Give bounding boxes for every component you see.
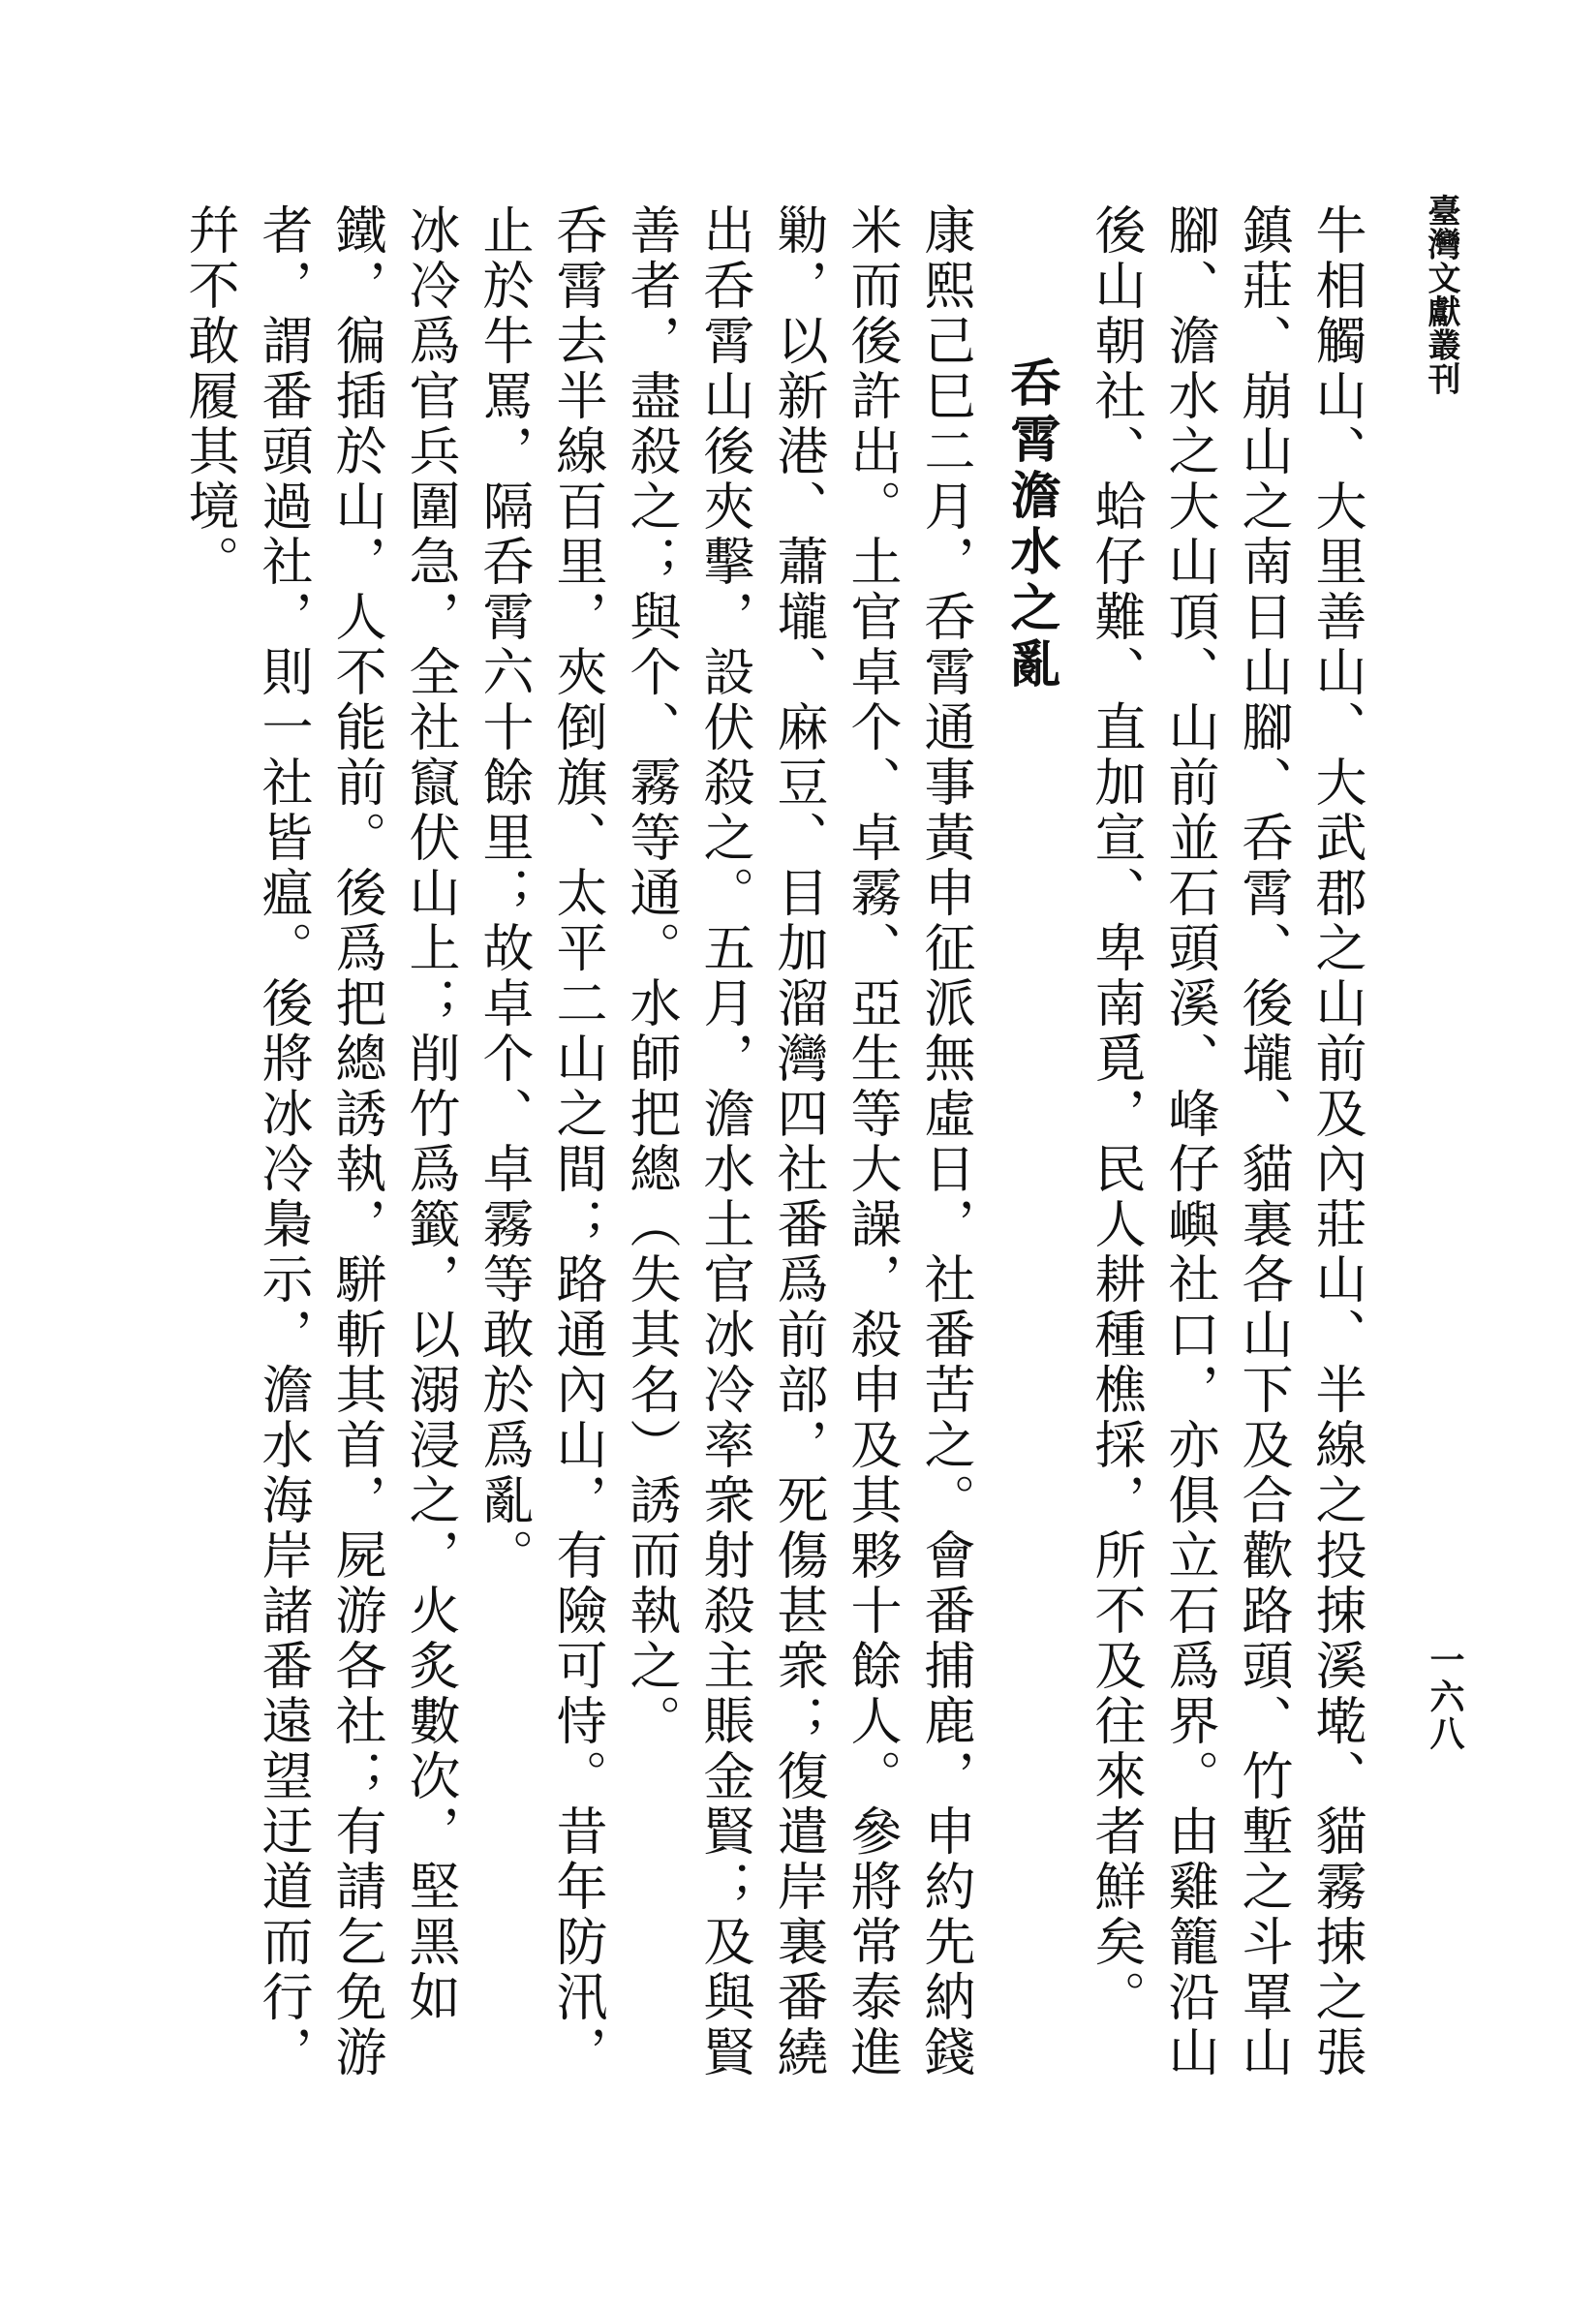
paragraph-kangxi-revolt: 康熙己巳二月，呑霄通事黃申征派無虛日，社番苦之。會番捕鹿，申約先納錢米而後許出。土官卓个、卓霧、亞生等大譟，殺申及其夥十餘人。參將常泰進勦，以新港、蕭壠、麻豆、目加溜灣四社番爲前部，死傷甚衆；復遣岸裏番繞出呑霄山後夾擊，設伏殺之。五月，澹水土官冰冷率衆射殺主賬金賢；及與賢善者，盡殺之；與个、霧等通。水師把總（失其名）誘而執之。: [622, 203, 975, 2080]
running-title: 臺灣文獻叢刊: [1422, 194, 1460, 396]
paragraph-bingleng-capture: 冰冷爲官兵圍急，全社竄伏山上；削竹爲籤，以溺浸之，火炙數次，堅黑如鐵，徧插於山，人不能前。後爲把總誘執，駢斬其首，屍游各社；有請乞免游者，謂番頭過社，則一社皆瘟。後將冰冷梟示，澹水海岸諸番遠望迂道而行，幷不敢履其境。: [180, 203, 460, 2080]
page-body: [172, 203, 1373, 2102]
section-heading: 呑霄澹水之亂: [1001, 356, 1060, 693]
paragraph-tunxiao-geography: 呑霄去半線百里，夾倒旗、太平二山之間；路通內山，有險可恃。昔年防汛，止於牛罵，隔呑霄六十餘里；故卓个、卓霧等敢於爲亂。: [475, 203, 607, 2080]
page-number: 一六八: [1425, 1642, 1465, 1752]
intro-paragraph: 牛相觸山、大里善山、大武郡之山前及內莊山、半線之投捒溪墘、貓霧捒之張鎮莊、崩山之南日山腳、呑霄、後壠、貓裏各山下及合歡路頭、竹塹之斗罩山腳、澹水之大山頂、山前並石頭溪、峰仔嶼社口，亦俱立石爲界。由雞籠沿山後山朝社、蛤仔難、直加宣、卑南覓，民人耕種樵採，所不及往來者鮮矣。: [1087, 203, 1366, 2080]
